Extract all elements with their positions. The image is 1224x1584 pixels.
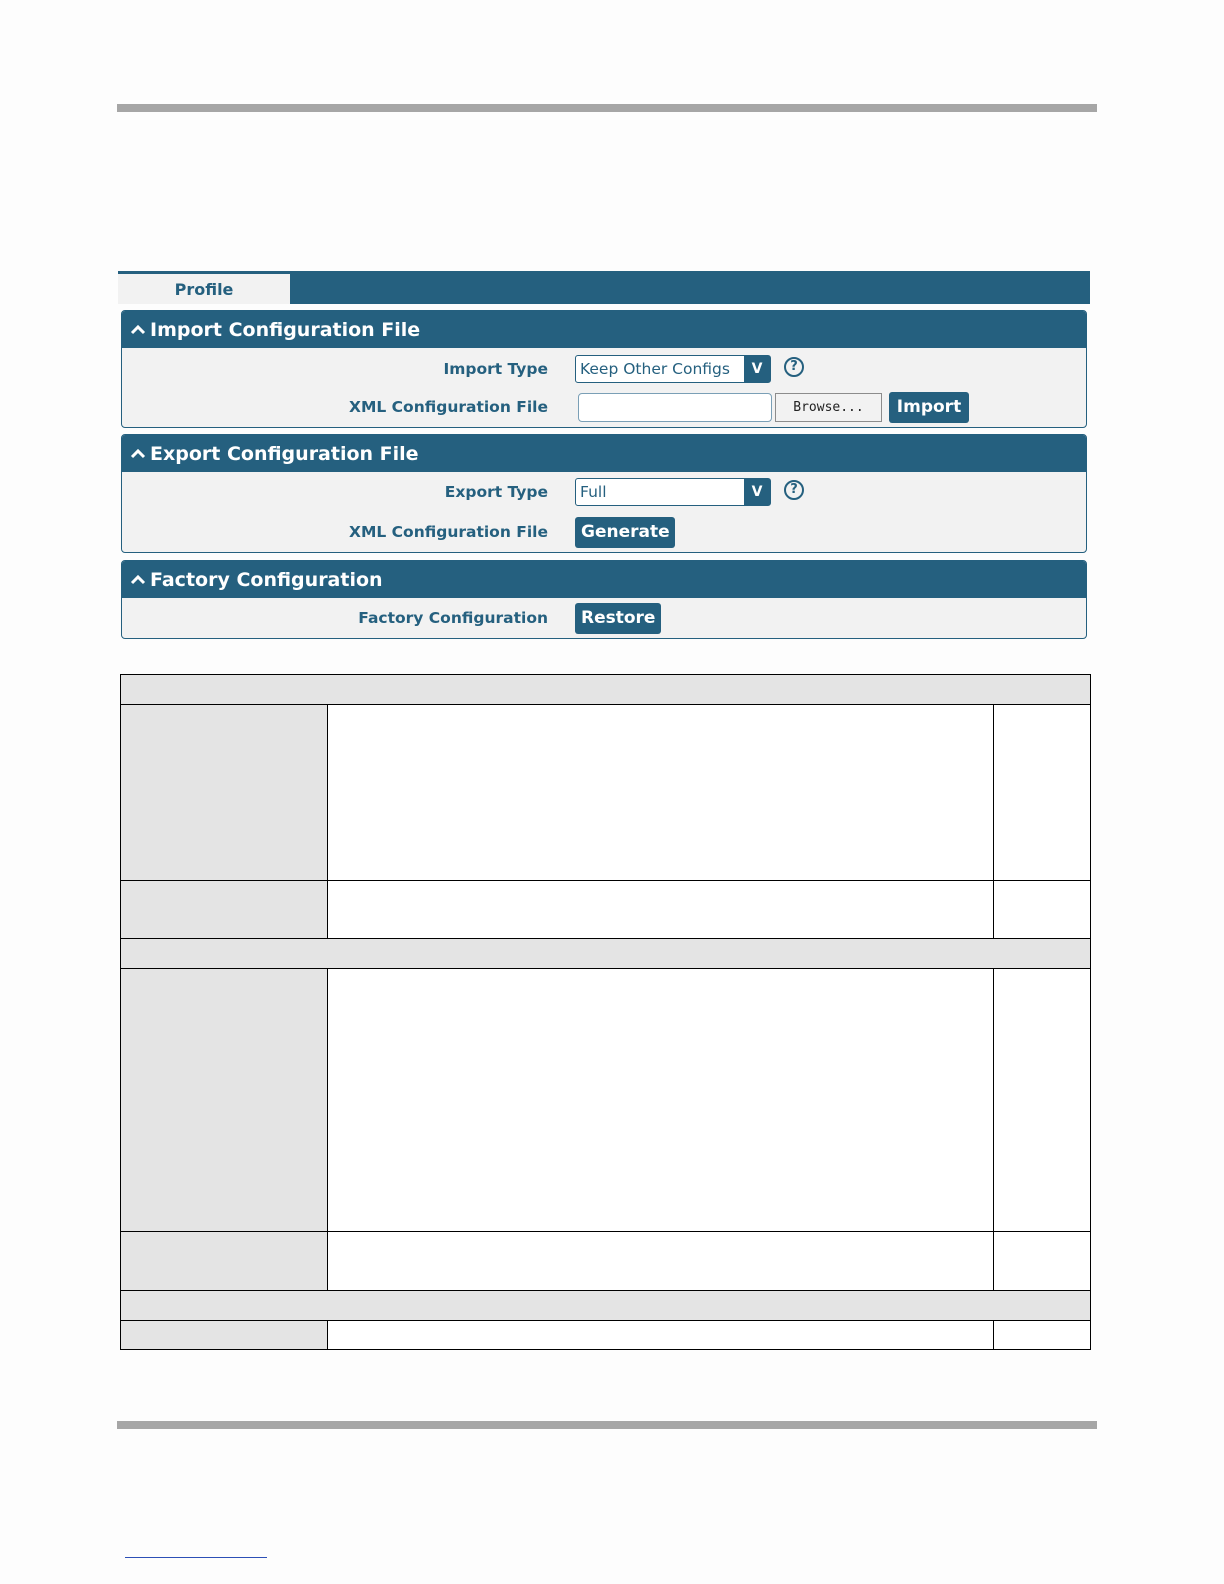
- export-xml-label: XML Configuration File: [349, 523, 548, 541]
- table-section-header: [120, 1290, 1091, 1321]
- import-button[interactable]: Import: [889, 392, 969, 423]
- table-cell-description: [327, 704, 994, 881]
- export-type-label: Export Type: [444, 483, 548, 501]
- table-cell-item: [120, 880, 328, 939]
- import-panel-title: Import Configuration File: [150, 318, 421, 341]
- import-type-row: [122, 353, 1086, 385]
- import-type-label: Import Type: [443, 360, 548, 378]
- factory-panel-header[interactable]: [122, 561, 1086, 598]
- table-cell-default: [993, 880, 1091, 939]
- factory-row: [122, 602, 1086, 634]
- export-panel-header[interactable]: [122, 435, 1086, 472]
- import-xml-row: [122, 391, 1086, 423]
- table-section-header: [120, 674, 1091, 705]
- table-cell-description: [327, 968, 994, 1232]
- generate-button[interactable]: Generate: [575, 517, 675, 548]
- browse-button[interactable]: Browse...: [775, 393, 882, 422]
- table-cell-description: [327, 1231, 994, 1291]
- table-cell-item: [120, 704, 328, 881]
- chevron-up-icon: [130, 572, 146, 588]
- table-cell-default: [993, 1320, 1091, 1350]
- table-cell-item: [120, 1320, 328, 1350]
- description-table: [120, 674, 1091, 1350]
- help-icon[interactable]: ?: [784, 480, 804, 500]
- export-type-select[interactable]: [575, 478, 771, 506]
- table-cell-item: [120, 968, 328, 1232]
- import-type-value: Keep Other Configs: [580, 360, 730, 378]
- import-panel-header[interactable]: [122, 311, 1086, 348]
- table-cell-default: [993, 968, 1091, 1232]
- xml-file-input[interactable]: [578, 393, 772, 422]
- export-panel-title: Export Configuration File: [150, 442, 419, 465]
- table-cell-item: [120, 1231, 328, 1291]
- table-section-header: [120, 938, 1091, 969]
- tab-bar: [118, 271, 1090, 304]
- tab-profile[interactable]: Profile: [118, 274, 290, 304]
- chevron-up-icon: [130, 446, 146, 462]
- header-rule: [117, 104, 1097, 112]
- dropdown-arrow-icon: V: [744, 479, 770, 505]
- footer-link-underline: [125, 1557, 267, 1558]
- restore-button[interactable]: Restore: [575, 603, 661, 634]
- router-config-ui: [118, 271, 1090, 628]
- export-xml-row: [122, 516, 1086, 548]
- footer-rule: [117, 1421, 1097, 1429]
- export-config-panel: [121, 434, 1087, 553]
- table-cell-default: [993, 1231, 1091, 1291]
- dropdown-arrow-icon: V: [744, 356, 770, 382]
- import-xml-label: XML Configuration File: [349, 398, 548, 416]
- help-icon[interactable]: ?: [784, 357, 804, 377]
- import-config-panel: [121, 310, 1087, 428]
- table-cell-description: [327, 880, 994, 939]
- factory-config-panel: [121, 560, 1087, 639]
- factory-panel-title: Factory Configuration: [150, 568, 383, 591]
- export-type-value: Full: [580, 483, 607, 501]
- table-cell-description: [327, 1320, 994, 1350]
- chevron-up-icon: [130, 322, 146, 338]
- export-type-row: [122, 476, 1086, 508]
- table-cell-default: [993, 704, 1091, 881]
- import-type-select[interactable]: [575, 355, 771, 383]
- factory-label: Factory Configuration: [358, 609, 548, 627]
